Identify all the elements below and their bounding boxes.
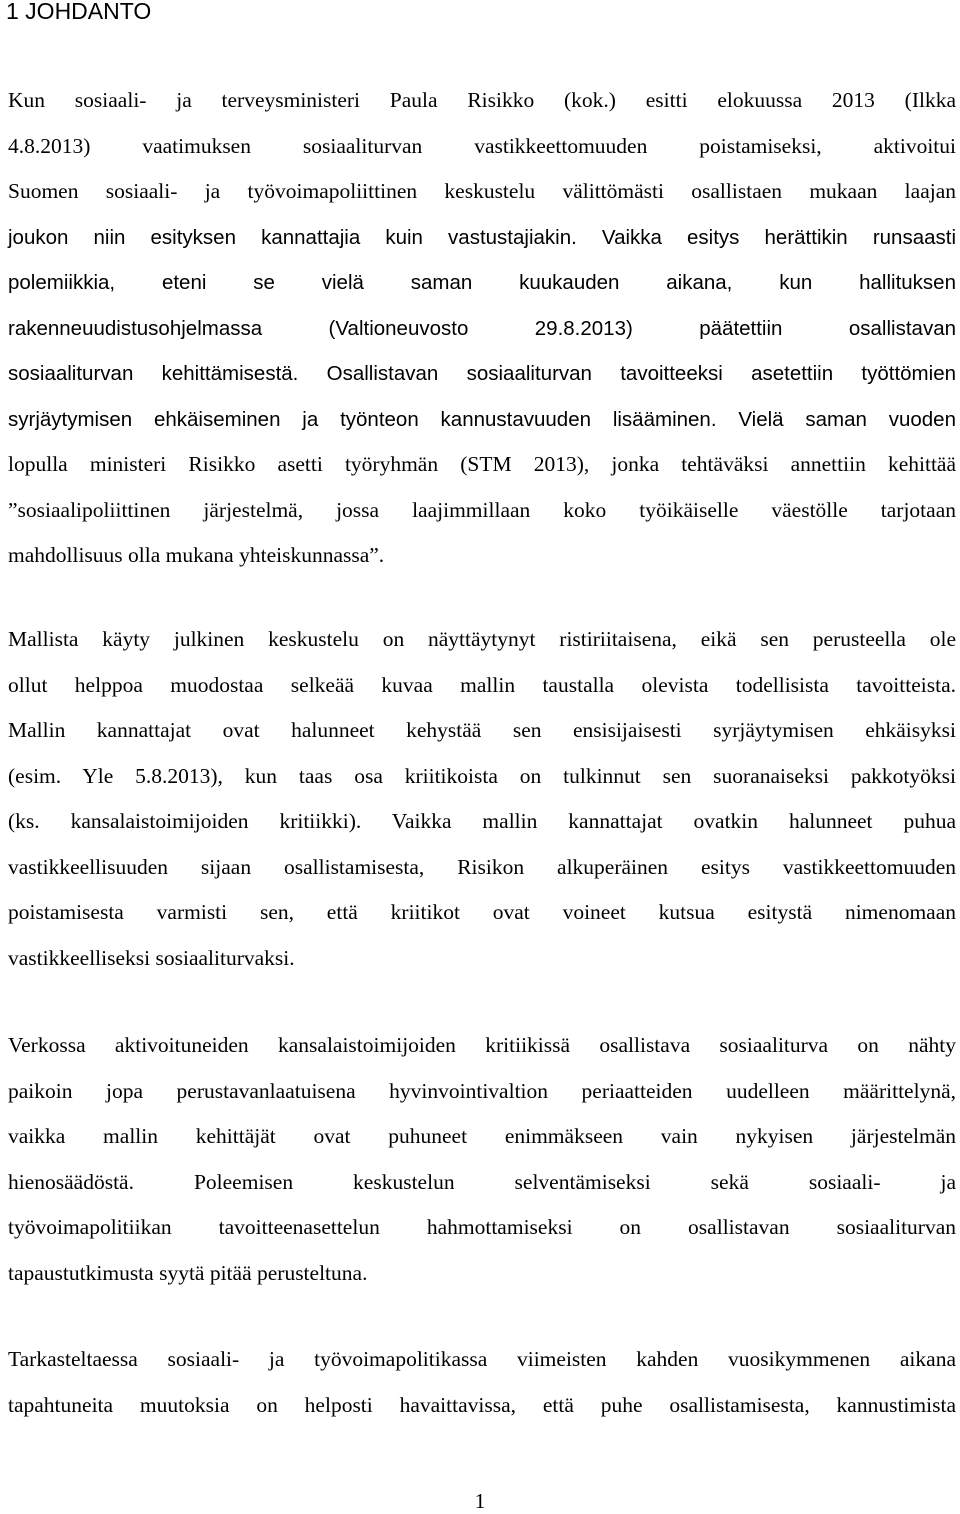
text-line: hienosäädöstä. Poleemisen keskustelun selventämiseksi sekä sosiaali- ja [8,1169,956,1194]
text-line: ”sosiaalipoliittinen järjestelmä, jossa laajimmillaan koko työikäiselle väestölle tarjotaan [8,497,956,522]
text-line: poistamisesta varmisti sen, että kriitikot ovat voineet kutsua esitystä nimenomaan [8,900,956,924]
text-line: paikoin jopa perustavanlaatuisena hyvinvointivaltion periaatteiden uudelleen määrittelynä, [8,1078,956,1103]
text-line: Tarkasteltaessa sosiaali- ja työvoimapolitikassa viimeisten kahden vuosikymmenen aikana [8,1347,956,1371]
text-line: (esim. Yle 5.8.2013), kun taas osa kriitikoista on tulkinnut sen suoranaiseksi pakkotyöksi [8,763,956,788]
text-line: Kun sosiaali- ja terveysministeri Paula Risikko (kok.) esitti elokuussa 2013 (Ilkka [8,88,956,112]
paragraph-1 [8,78,956,579]
text-line: tapahtuneita muutoksia on helposti havaittavissa, että puhe osallistamisesta, kannustimista [8,1392,956,1417]
text-line: vaikka mallin kehittäjät ovat puhuneet enimmäkseen vain nykyisen järjestelmän [8,1124,956,1148]
paragraph-2 [8,617,956,981]
text-line: rakenneuudistusohjelmassa (Valtioneuvosto 29.8.2013) päätettiin osallistavan [8,316,956,340]
text-line: vastikkeelliseksi sosiaaliturvaksi. [8,945,295,970]
text-line: lopulla ministeri Risikko asetti työryhmän (STM 2013), jonka tehtäväksi annettiin kehittää [8,452,956,476]
paragraph-3 [8,1023,956,1296]
text-line: vastikkeellisuuden sijaan osallistamisesta, Risikon alkuperäinen esitys vastikkeettomuuden [8,854,956,879]
text-line: Suomen sosiaali- ja työvoimapoliittinen keskustelu välittömästi osallistaen mukaan laajan [8,179,956,203]
text-line-sans: joukon niin esityksen kannattajia kuin vastustajiakin. Vaikka esitys herättikin runsaasti [8,225,956,249]
text-line: tapaustutkimusta syytä pitää perusteltuna. [8,1260,368,1285]
page-number: 1 [474,1489,486,1513]
text-line: polemiikkia, eteni se vielä saman kuukauden aikana, kun hallituksen [8,271,956,294]
text-line [8,215,956,261]
text-line: (ks. kansalaistoimijoiden kritiikki). Vaikka mallin kannattajat ovatkin halunneet puhua [8,809,956,833]
text-line: Mallista käyty julkinen keskustelu on näyttäytynyt ristiriitaisena, eikä sen perusteella ole [8,627,956,651]
text-line: syrjäytymisen ehkäiseminen ja työnteon kannustavuuden lisääminen. Vielä saman vuoden [8,407,956,431]
text-line: 4.8.2013) vaatimuksen sosiaaliturvan vastikkeettomuuden poistamiseksi, aktivoitui [8,133,956,158]
paragraph-4 [8,1337,956,1428]
chapter-heading: 1 JOHDANTO [6,0,152,24]
text-line: mahdollisuus olla mukana yhteiskunnassa”. [8,543,385,567]
text-line: sosiaaliturvan kehittämisestä. Osallistavan sosiaaliturvan tavoitteeksi asetettiin työttömien [8,362,956,385]
text-line: Mallin kannattajat ovat halunneet kehystää sen ensisijaisesti syrjäytymisen ehkäisyksi [8,718,956,742]
text-line: Verkossa aktivoituneiden kansalaistoimijoiden kritiikissä osallistava sosiaaliturva on nähty [8,1033,956,1057]
text-line: työvoimapolitiikan tavoitteenasettelun hahmottamiseksi on osallistavan sosiaaliturvan [8,1215,956,1239]
text-line: ollut helppoa muodostaa selkeää kuvaa mallin taustalla olevista todellisista tavoitteista. [8,672,956,697]
